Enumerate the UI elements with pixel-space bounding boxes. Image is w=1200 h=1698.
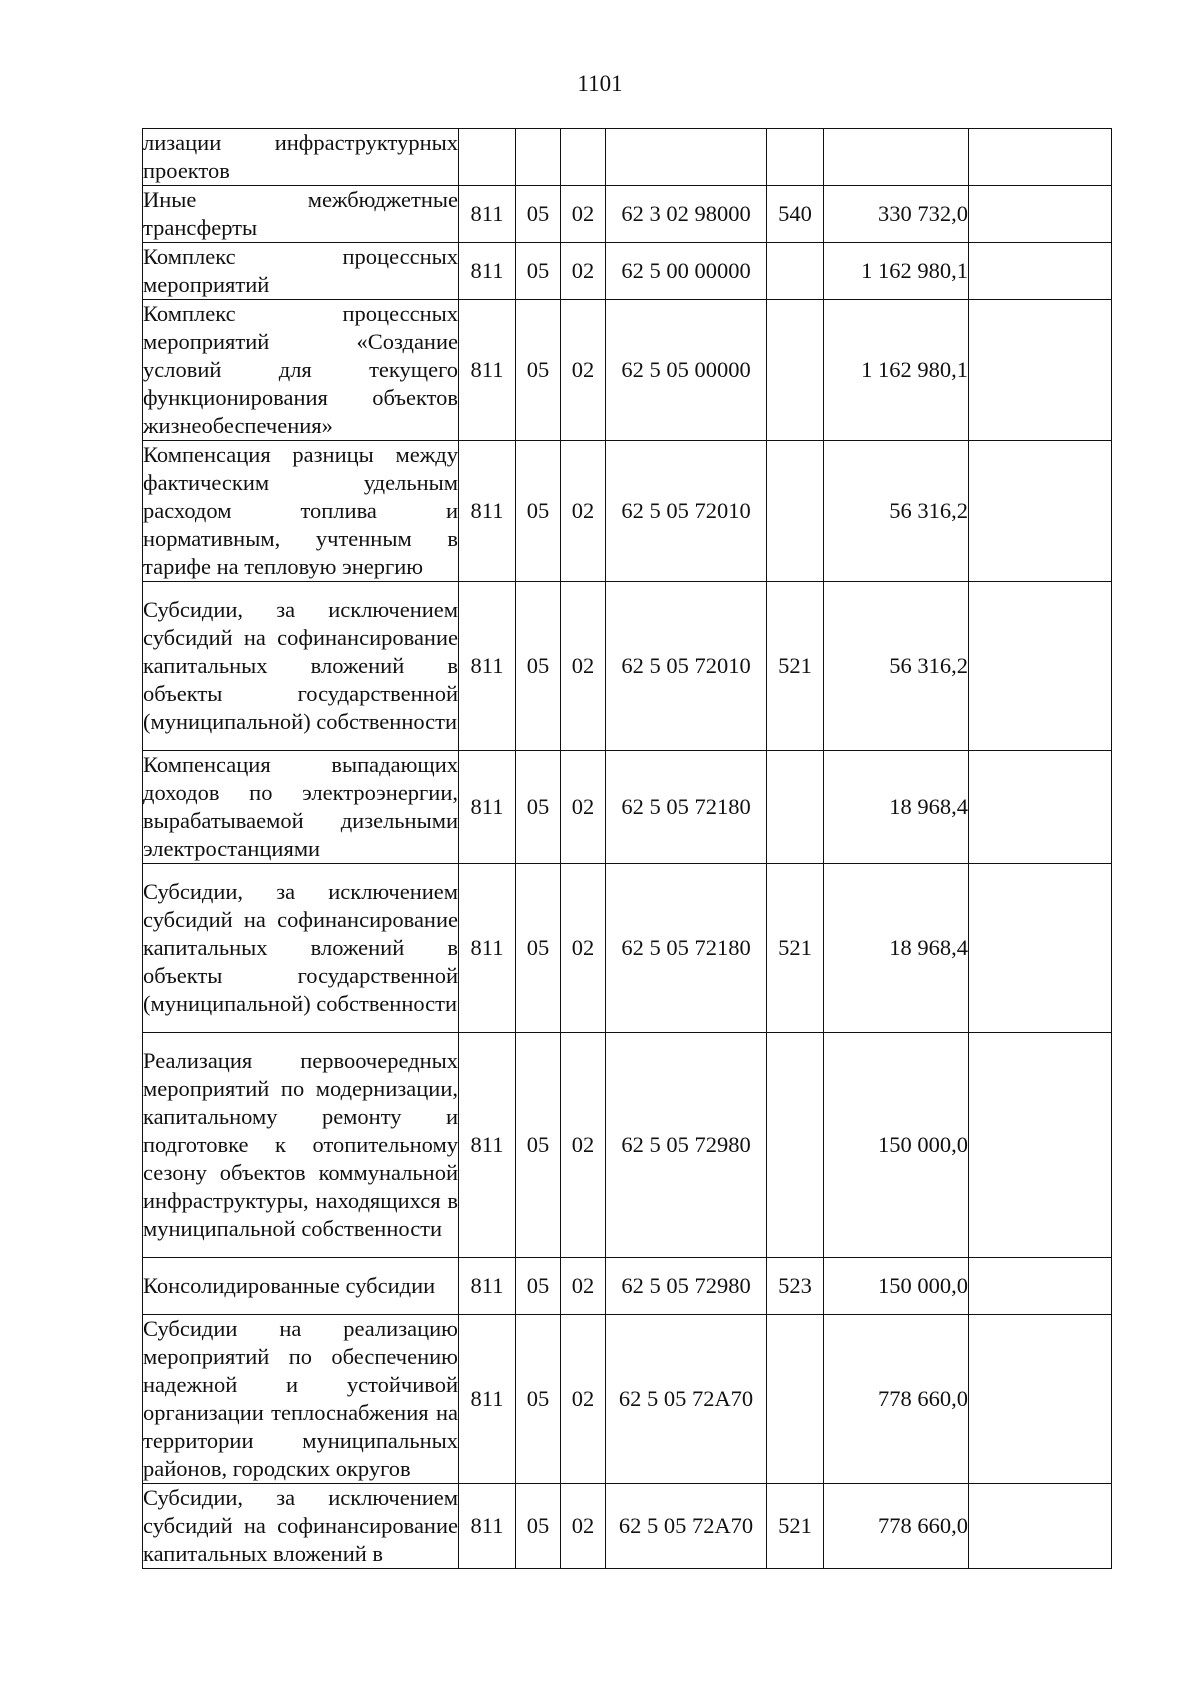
code-rz: 05 — [516, 751, 561, 864]
code-csr: 62 5 05 72А70 — [606, 1315, 767, 1484]
amount: 56 316,2 — [824, 582, 969, 751]
row-name: Консолидированные субсидии — [143, 1258, 459, 1315]
code-glv: 811 — [459, 864, 516, 1033]
extra-cell — [969, 1315, 1112, 1484]
code-glv: 811 — [459, 1258, 516, 1315]
row-name: Комплекс процессных мероприятий — [143, 243, 459, 300]
code-rz: 05 — [516, 441, 561, 582]
code-vr: 521 — [767, 864, 824, 1033]
row-name: Субсидии, за исключением субсидий на софинансирование капитальных вложений в объекты государственной (муниципальной) собственности — [143, 864, 459, 1033]
code-rz: 05 — [516, 186, 561, 243]
budget-table — [142, 128, 1112, 1569]
code-pr: 02 — [561, 1484, 606, 1569]
code-vr: 521 — [767, 582, 824, 751]
code-csr: 62 5 05 00000 — [606, 300, 767, 441]
row-name: Субсидии, за исключением субсидий на софинансирование капитальных вложений в объекты государственной (муниципальной) собственности — [143, 582, 459, 751]
code-glv: 811 — [459, 300, 516, 441]
table-row — [143, 300, 1112, 441]
code-pr: 02 — [561, 1033, 606, 1258]
row-name: Реализация первоочередных мероприятий по модернизации, капитальному ремонту и подготовке к отопительному сезону объектов коммунальной инфраструктуры, находящихся в муниципальной собственности — [143, 1033, 459, 1258]
code-vr — [767, 441, 824, 582]
budget-table-body — [143, 129, 1112, 1569]
amount: 1 162 980,1 — [824, 300, 969, 441]
extra-cell — [969, 864, 1112, 1033]
code-csr: 62 5 05 72180 — [606, 864, 767, 1033]
code-vr — [767, 243, 824, 300]
amount: 778 660,0 — [824, 1484, 969, 1569]
code-pr: 02 — [561, 186, 606, 243]
code-vr: 523 — [767, 1258, 824, 1315]
page-number: 1101 — [577, 71, 623, 96]
extra-cell — [969, 1484, 1112, 1569]
code-rz: 05 — [516, 1258, 561, 1315]
code-vr — [767, 129, 824, 186]
code-csr: 62 5 05 72180 — [606, 751, 767, 864]
code-pr: 02 — [561, 582, 606, 751]
amount: 18 968,4 — [824, 751, 969, 864]
code-glv: 811 — [459, 582, 516, 751]
extra-cell — [969, 582, 1112, 751]
extra-cell — [969, 129, 1112, 186]
code-rz — [516, 129, 561, 186]
code-rz: 05 — [516, 243, 561, 300]
amount — [824, 129, 969, 186]
amount: 778 660,0 — [824, 1315, 969, 1484]
code-csr: 62 5 05 72980 — [606, 1033, 767, 1258]
code-rz: 05 — [516, 300, 561, 441]
code-vr: 540 — [767, 186, 824, 243]
code-glv: 811 — [459, 1315, 516, 1484]
code-pr: 02 — [561, 441, 606, 582]
code-rz: 05 — [516, 864, 561, 1033]
extra-cell — [969, 1033, 1112, 1258]
code-csr: 62 5 05 72980 — [606, 1258, 767, 1315]
extra-cell — [969, 300, 1112, 441]
code-glv — [459, 129, 516, 186]
code-glv: 811 — [459, 243, 516, 300]
amount: 1 162 980,1 — [824, 243, 969, 300]
code-vr — [767, 300, 824, 441]
table-row — [143, 129, 1112, 186]
row-name: Компенсация разницы между фактическим удельным расходом топлива и нормативным, учтенным в тарифе на тепловую энергию — [143, 441, 459, 582]
code-pr: 02 — [561, 864, 606, 1033]
code-pr: 02 — [561, 1315, 606, 1484]
table-row — [143, 1315, 1112, 1484]
code-glv: 811 — [459, 1484, 516, 1569]
code-csr: 62 3 02 98000 — [606, 186, 767, 243]
code-glv: 811 — [459, 186, 516, 243]
row-name: Субсидии на реализацию мероприятий по обеспечению надежной и устойчивой организации теплоснабжения на территории муниципальных районов, городских округов — [143, 1315, 459, 1484]
code-pr: 02 — [561, 751, 606, 864]
code-glv: 811 — [459, 751, 516, 864]
row-name: Иные межбюджетные трансферты — [143, 186, 459, 243]
extra-cell — [969, 441, 1112, 582]
code-csr — [606, 129, 767, 186]
extra-cell — [969, 1258, 1112, 1315]
code-glv: 811 — [459, 441, 516, 582]
row-name: лизации инфраструктурных проектов — [143, 129, 459, 186]
table-row — [143, 1484, 1112, 1569]
code-rz: 05 — [516, 582, 561, 751]
amount: 18 968,4 — [824, 864, 969, 1033]
table-row — [143, 1258, 1112, 1315]
extra-cell — [969, 243, 1112, 300]
amount: 56 316,2 — [824, 441, 969, 582]
code-pr: 02 — [561, 300, 606, 441]
code-csr: 62 5 05 72010 — [606, 582, 767, 751]
extra-cell — [969, 751, 1112, 864]
code-csr: 62 5 05 72А70 — [606, 1484, 767, 1569]
code-vr — [767, 1315, 824, 1484]
code-pr — [561, 129, 606, 186]
code-rz: 05 — [516, 1033, 561, 1258]
code-csr: 62 5 05 72010 — [606, 441, 767, 582]
table-row — [143, 864, 1112, 1033]
code-csr: 62 5 00 00000 — [606, 243, 767, 300]
code-pr: 02 — [561, 1258, 606, 1315]
code-pr: 02 — [561, 243, 606, 300]
code-glv: 811 — [459, 1033, 516, 1258]
code-rz: 05 — [516, 1484, 561, 1569]
code-vr — [767, 1033, 824, 1258]
code-vr: 521 — [767, 1484, 824, 1569]
amount: 330 732,0 — [824, 186, 969, 243]
table-row — [143, 186, 1112, 243]
row-name: Субсидии, за исключением субсидий на софинансирование капитальных вложений в — [143, 1484, 459, 1569]
row-name: Комплекс процессных мероприятий «Создание условий для текущего функционирования объектов жизнеобеспечения» — [143, 300, 459, 441]
table-row — [143, 582, 1112, 751]
table-row — [143, 441, 1112, 582]
table-row — [143, 751, 1112, 864]
amount: 150 000,0 — [824, 1033, 969, 1258]
extra-cell — [969, 186, 1112, 243]
amount: 150 000,0 — [824, 1258, 969, 1315]
table-row — [143, 1033, 1112, 1258]
table-row — [143, 243, 1112, 300]
row-name: Компенсация выпадающих доходов по электроэнергии, вырабатываемой дизельными электростанциями — [143, 751, 459, 864]
code-vr — [767, 751, 824, 864]
code-rz: 05 — [516, 1315, 561, 1484]
